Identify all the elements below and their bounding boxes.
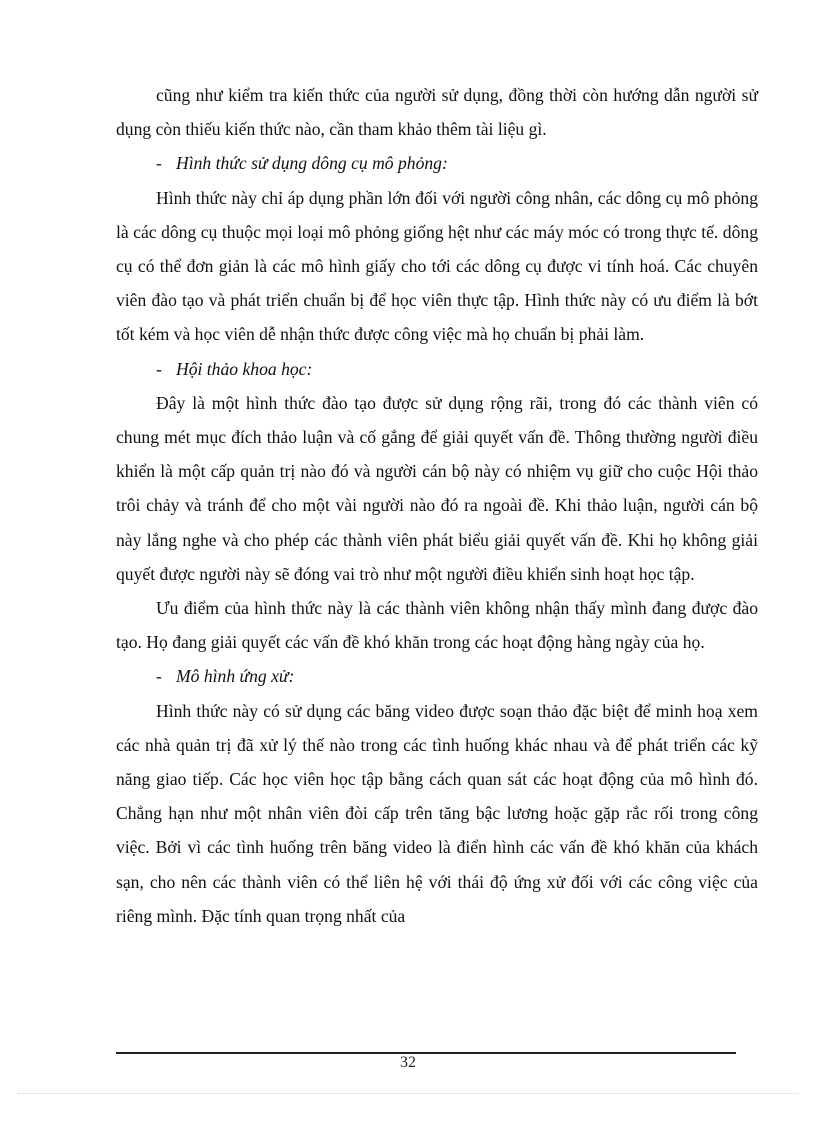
section-heading-text: Hội thảo khoa học: [176, 358, 313, 379]
paragraph-simulation-tools: Hình thức này chỉ áp dụng phần lớn đối với người công nhân, các dông cụ mô phỏng là các dông cụ thuộc mọi loại mô phỏng giống hệt như các máy móc có trong thực tế. dông cụ có thể đơn giản là các mô hình giấy cho tới các dông cụ được vi tính hoá. Các chuyên viên đào tạo và phát triển chuẩn bị để học viên thực tập. Hình thức này có ưu điểm là bớt tốt kém và học viên dễ nhận thức được công việc mà họ chuẩn bị phải làm. [116, 187, 758, 345]
page-number: 32 [400, 1054, 416, 1071]
page-edge-dotted-line [18, 1093, 798, 1094]
section-heading-text: Mô hình ứng xử: [176, 666, 295, 687]
body-text [116, 78, 758, 933]
bullet-dash: - [156, 153, 162, 174]
section-heading-text: Hình thức sử dụng dông cụ mô phỏng: [176, 153, 448, 174]
bullet-dash: - [156, 358, 162, 379]
paragraph-workshop: Đây là một hình thức đào tạo được sử dụng rộng rãi, trong đó các thành viên có chung mét mục đích thảo luận và cố gắng để giải quyết vấn đề. Thông thường người điều khiển là một cấp quản trị nào đó và người cán bộ này có nhiệm vụ giữ cho cuộc Hội thảo trôi chảy và tránh để cho một vài người nào đó ra ngoài đề. Khi thảo luận, người cán bộ này lắng nghe và cho phép các thành viên phát biểu giải quyết vấn đề. Khi họ không giải quyết được người này sẽ đóng vai trò như một người điều khiển sinh hoạt học tập. [116, 392, 758, 584]
paragraph-behavior-model: Hình thức này có sử dụng các băng video được soạn thảo đặc biệt để minh hoạ xem các nhà quản trị đã xử lý thế nào trong các tình huống khác nhau và để phát triển các kỹ năng giao tiếp. Các học viên học tập bằng cách quan sát các hoạt động của mô hình đó. Chẳng hạn như một nhân viên đòi cấp trên tăng bậc lương hoặc gặp rắc rối trong công việc. Bởi vì các tình huống trên băng video là điển hình các vấn đề khó khăn của khách sạn, cho nên các thành viên có thể liên hệ với thái độ ứng xử đối với các công việc của riêng mình. Đặc tính quan trọng nhất của [116, 700, 758, 926]
section-heading-workshop [116, 352, 758, 386]
paragraph-intro-continuation: cũng như kiểm tra kiến thức của người sử dụng, đồng thời còn hướng dẫn người sử dụng còn thiếu kiến thức nào, cần tham khảo thêm tài liệu gì. [116, 85, 758, 140]
bullet-dash: - [156, 666, 162, 687]
section-heading-simulation-tools [116, 146, 758, 180]
paragraph-workshop-advantage: Ưu điểm của hình thức này là các thành viên không nhận thấy mình đang được đào tạo. Họ đang giải quyết các vấn đề khó khăn trong các hoạt động hàng ngày của họ. [116, 598, 758, 653]
section-heading-behavior-model [116, 659, 758, 693]
